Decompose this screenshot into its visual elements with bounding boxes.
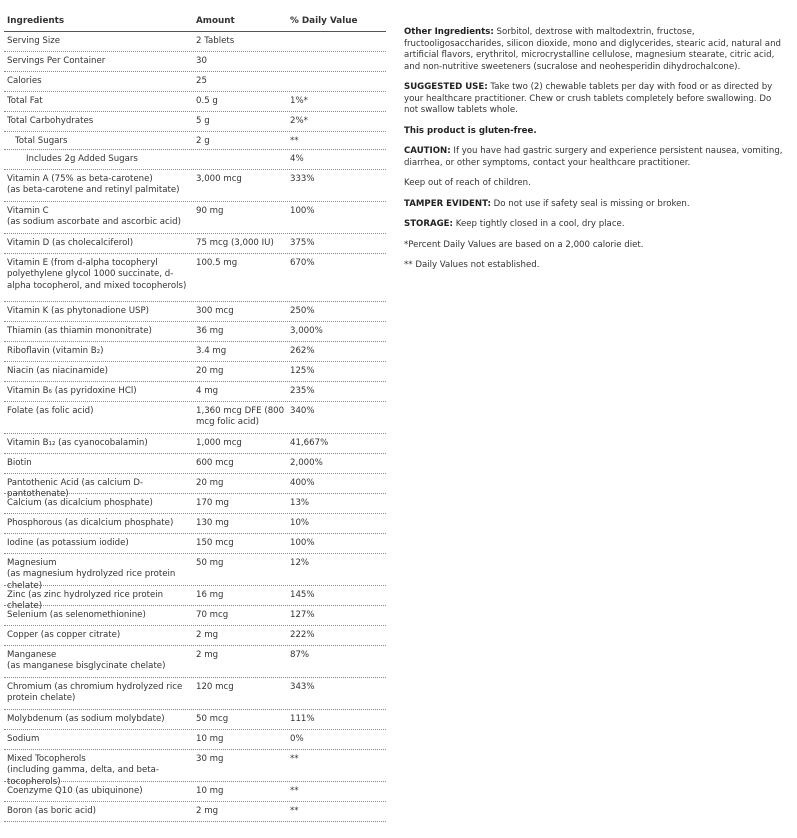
amount-cell: 2 mg [196,649,219,660]
daily-value-cell [290,52,386,71]
ingredient-cell: Phosphorous (as dicalcium phosphate) [7,517,174,528]
storage-label: STORAGE: [404,219,453,229]
amount-cell: 2 g [196,135,210,146]
amount-cell [196,150,290,169]
daily-value-cell: 262% [290,345,315,356]
amount-cell: 150 mcg [196,537,234,548]
table-row [4,730,386,750]
table-row [4,322,386,342]
table-row [4,402,386,434]
ingredient-cell: Vitamin B₁₂ (as cyanocobalamin) [7,437,148,448]
table-row [4,474,386,499]
amount-cell: 4 mg [196,385,219,396]
ingredient-cell: Iodine (as potassium iodide) [7,537,129,548]
storage [404,219,784,231]
ingredient-cell: Riboflavin (vitamin B₂) [7,345,104,356]
ingredient-cell: Mixed Tocopherols (including gamma, delta, and beta-tocopherols) [7,753,160,787]
ingredient-cell: Thiamin (as thiamin mononitrate) [7,325,152,336]
daily-value-cell [290,72,386,91]
daily-value-cell: 4% [290,153,304,164]
amount-cell: 50 mcg [196,713,229,724]
table-header [4,16,386,32]
table-row [4,514,386,534]
amount-cell: 50 mg [196,557,224,568]
daily-value-cell: 1%* [290,95,308,106]
daily-value-cell: ** [290,135,299,146]
table-row [4,382,386,402]
keep-away-note: Keep out of reach of children. [404,178,531,188]
amount-cell: 36 mg [196,325,224,336]
daily-value-cell: 250% [290,305,315,316]
daily-value-cell: 340% [290,405,315,416]
ingredient-cell: Total Sugars [15,135,68,146]
amount-cell: 100.5 mg [196,257,238,268]
amount-cell: 3.4 mg [196,345,227,356]
ingredient-cell: Serving Size [7,35,61,46]
daily-value-cell: 400% [290,477,315,488]
table-row [4,782,386,802]
ingredient-cell: Pantothenic Acid (as calcium D-pantothenate) [7,477,144,499]
daily-value-cell: 3,000% [290,325,323,336]
amount-cell: 600 mcg [196,457,234,468]
table-row [4,342,386,362]
amount-cell: 5 g [196,115,210,126]
table-row [4,710,386,730]
daily-value-cell: 10% [290,517,310,528]
amount-cell: 10 mg [196,785,224,796]
table-row [4,92,386,112]
supplement-facts-table [4,16,386,822]
ingredient-cell: Total Fat [7,95,43,106]
table-row [4,254,386,302]
amount-cell: 16 mg [196,589,224,600]
table-row [4,646,386,678]
table-row [4,302,386,322]
ingredient-cell: Calories [7,75,42,86]
daily-value-cell: 343% [290,681,315,692]
amount-cell: 0.5 g [196,95,218,106]
table-row [4,750,386,787]
ingredient-cell: Includes 2g Added Sugars [26,153,138,164]
daily-value-cell [290,32,386,51]
caution-label: CAUTION: [404,146,451,156]
caution-text: If you have had gastric surgery and experience persistent nausea, vomiting, diarrhea, or other symptoms, contact your healthcare practitioner. [404,146,783,168]
header-ingredients: Ingredients [7,16,65,26]
ingredient-cell: Servings Per Container [7,55,106,66]
amount-cell: 2 mg [196,805,219,816]
suggested-use-text: Take two (2) chewable tablets per day with food or as directed by your healthcare practitioner. Chew or crush tablets completely before swallowing. Do not swallow tablets whole. [404,82,773,115]
ingredient-cell: Molybdenum (as sodium molybdate) [7,713,165,724]
header-amount: Amount [196,16,235,26]
table-row [4,454,386,474]
daily-value-cell: ** [290,785,299,796]
table-row [4,554,386,591]
daily-value-cell: 87% [290,649,310,660]
amount-cell: 1,360 mcg DFE (800 mcg folic acid) [196,405,285,427]
daily-value-cell: ** [290,753,299,764]
table-row [4,606,386,626]
table-row [4,150,386,170]
ingredient-cell: Sodium [7,733,40,744]
daily-value-cell: 12% [290,557,310,568]
daily-value-cell: 235% [290,385,315,396]
table-row [4,72,386,92]
daily-value-cell: 13% [290,497,310,508]
amount-cell: 1,000 mcg [196,437,242,448]
other-ingredients [404,27,784,73]
ingredient-cell: Copper (as copper citrate) [7,629,121,640]
caution [404,146,784,169]
daily-value-cell: 100% [290,205,315,216]
daily-value-cell: 375% [290,237,315,248]
ingredient-cell: Vitamin B₆ (as pyridoxine HCl) [7,385,137,396]
ingredient-cell: Total Carbohydrates [7,115,94,126]
daily-value-cell: 127% [290,609,315,620]
table-body [4,32,386,822]
amount-cell: 300 mcg [196,305,234,316]
daily-value-cell: ** [290,805,299,816]
table-row [4,494,386,514]
daily-value-cell: 111% [290,713,315,724]
header-daily-value: % Daily Value [290,16,358,26]
amount-cell: 10 mg [196,733,224,744]
amount-cell: 75 mcg (3,000 IU) [196,237,274,248]
ingredient-cell: Vitamin E (from d-alpha tocopheryl polyethylene glycol 1000 succinate, d-alpha tocopherol, and mixed tocopherols) [7,257,187,291]
amount-cell: 2 Tablets [196,35,235,46]
suggested-use [404,82,784,117]
amount-cell: 20 mg [196,477,224,488]
ingredient-cell: Selenium (as selenomethionine) [7,609,146,620]
tamper-evident [404,199,784,211]
table-row [4,32,386,52]
product-info [404,27,784,281]
ingredient-cell: Vitamin K (as phytonadione USP) [7,305,150,316]
daily-value-cell: 0% [290,733,304,744]
table-row [4,586,386,611]
table-row [4,534,386,554]
amount-cell: 70 mcg [196,609,229,620]
amount-cell: 3,000 mcg [196,173,242,184]
suggested-use-label: SUGGESTED USE: [404,82,488,92]
table-row [4,626,386,646]
table-row [4,802,386,822]
table-row [4,362,386,382]
table-row [4,132,386,150]
other-ingredients-label: Other Ingredients: [404,27,494,37]
tamper-text: Do not use if safety seal is missing or broken. [490,198,690,209]
amount-cell: 30 [196,55,207,66]
amount-cell: 130 mg [196,517,229,528]
daily-value-cell: 333% [290,173,315,184]
table-row [4,112,386,132]
daily-value-cell: 670% [290,257,315,268]
table-row [4,434,386,454]
amount-cell: 20 mg [196,365,224,376]
ingredient-cell: Biotin [7,457,32,468]
daily-value-cell: 41,667% [290,437,329,448]
table-row [4,52,386,72]
amount-cell: 30 mg [196,753,224,764]
amount-cell: 2 mg [196,629,219,640]
ingredient-cell: Coenzyme Q10 (as ubiquinone) [7,785,143,796]
ingredient-cell: Magnesium (as magnesium hydrolyzed rice protein chelate) [7,557,176,591]
ingredient-cell: Vitamin C (as sodium ascorbate and ascorbic acid) [7,205,181,227]
daily-value-cell: 2,000% [290,457,323,468]
daily-value-cell: 2%* [290,115,308,126]
ingredient-cell: Vitamin A (75% as beta-carotene) (as beta-carotene and retinyl palmitate) [7,173,180,195]
table-row [4,234,386,254]
amount-cell: 120 mcg [196,681,234,692]
table-row [4,678,386,710]
amount-cell: 25 [196,75,207,86]
other-ingredients-text: Sorbitol, dextrose with maltodextrin, fructose, fructooligosaccharides, silicon dioxide, mono and diglycerides, stearic acid, natural and artificial flavors, erythritol, microcrystalline cellulose, magnesium stearate, citric acid, and non-nutritive sweeteners (sucralose and neohesperidin dihydrochalcone). [404,27,781,72]
ingredient-cell: Niacin (as niacinamide) [7,365,108,376]
daily-value-cell: 145% [290,589,315,600]
daily-value-cell: 222% [290,629,315,640]
ingredient-cell: Zinc (as zinc hydrolyzed rice protein chelate) [7,589,164,611]
tamper-label: TAMPER EVIDENT: [404,198,491,209]
ingredient-cell: Folate (as folic acid) [7,405,94,416]
daily-value-cell: 125% [290,365,315,376]
ingredient-cell: Boron (as boric acid) [7,805,97,816]
amount-cell: 170 mg [196,497,229,508]
table-row [4,202,386,234]
ingredient-cell: Calcium (as dicalcium phosphate) [7,497,153,508]
daily-value-cell: 100% [290,537,315,548]
ingredient-cell: Vitamin D (as cholecalciferol) [7,237,134,248]
ingredient-cell: Chromium (as chromium hydrolyzed rice protein chelate) [7,681,183,703]
footnote-not-established: ** Daily Values not established. [404,260,540,270]
gluten-free-note: This product is gluten-free. [404,125,537,136]
amount-cell: 90 mg [196,205,224,216]
ingredient-cell: Manganese (as manganese bisglycinate chelate) [7,649,166,671]
footnote-dv: *Percent Daily Values are based on a 2,000 calorie diet. [404,239,644,250]
storage-text: Keep tightly closed in a cool, dry place. [453,219,625,229]
table-row [4,170,386,202]
